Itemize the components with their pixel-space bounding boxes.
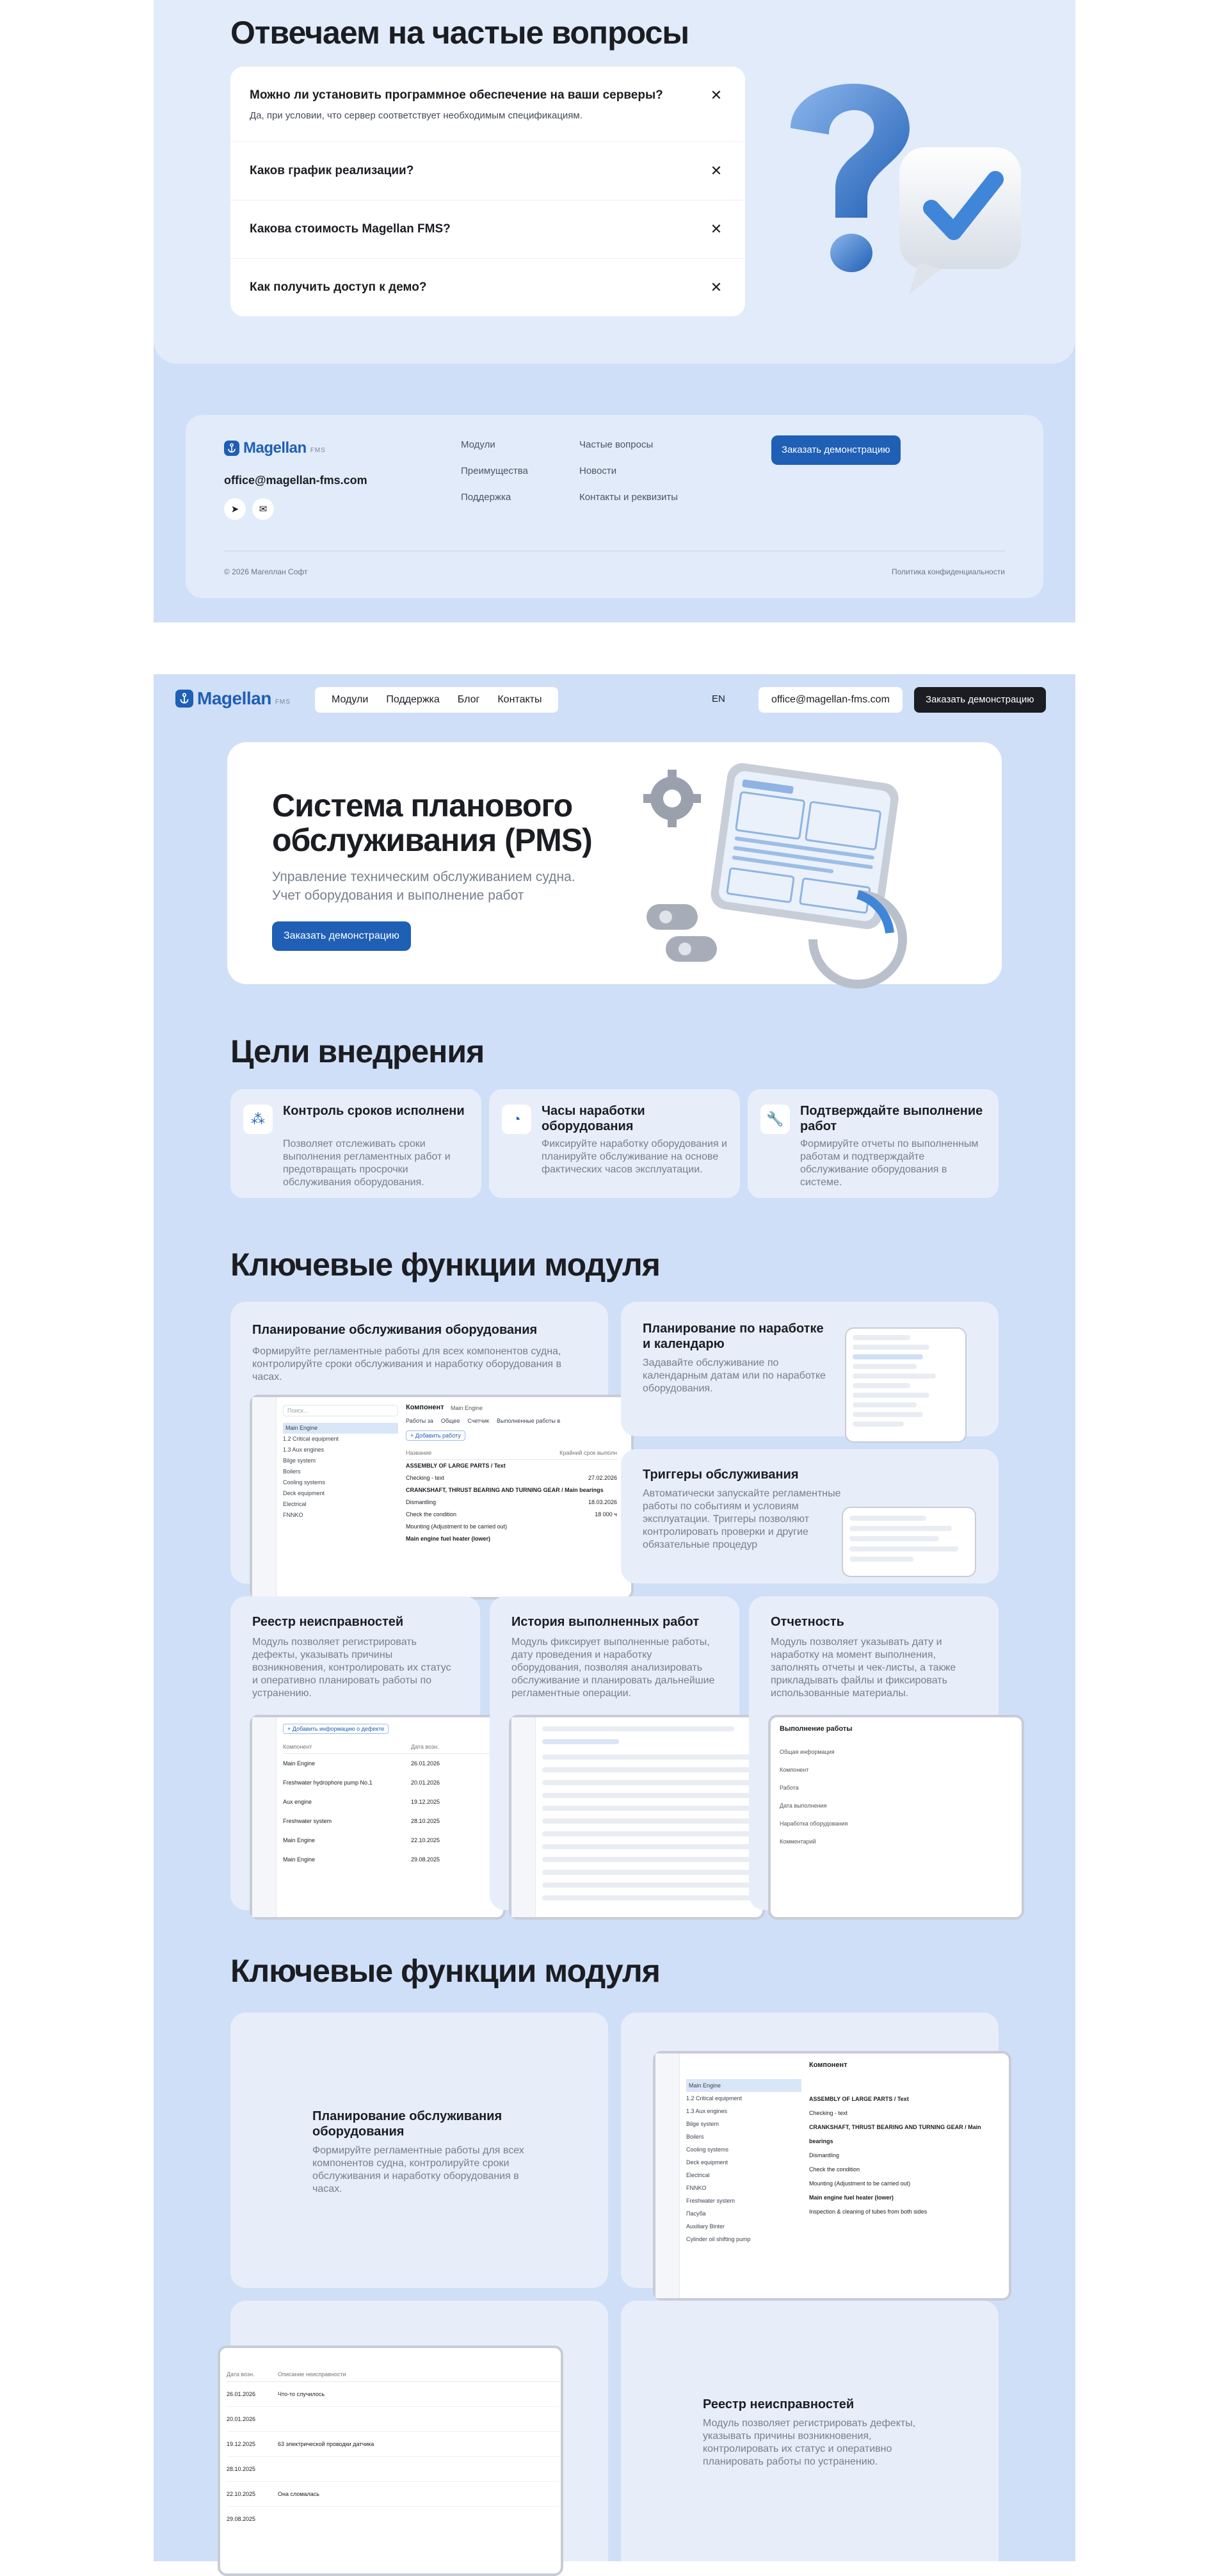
table-row[interactable]: [406, 1509, 617, 1521]
footer: [186, 415, 1043, 598]
tree-item[interactable]: Cooling systems: [283, 1479, 326, 1486]
language-switch[interactable]: EN: [712, 693, 725, 704]
table-row[interactable]: Check the condition: [809, 2166, 860, 2173]
app-screenshot: [250, 1395, 634, 1600]
table-header: [283, 1740, 501, 1754]
faq-item[interactable]: [230, 200, 745, 258]
goal-card: [489, 1089, 740, 1198]
row-desc: Что-то случилось: [278, 2391, 325, 2397]
goal-desc: Позволяет отслеживать сроки выполнения регламентных работ и предотвращать просрочки обслуживания оборудования.: [283, 1138, 451, 1188]
mail-icon[interactable]: ✉: [252, 498, 274, 520]
tree-item[interactable]: 1.3 Aux engines: [283, 1446, 325, 1453]
table-header: [406, 1447, 617, 1460]
close-icon[interactable]: ✕: [710, 279, 723, 295]
logo-text: Magellan: [197, 688, 271, 708]
row-component: Freshwater hydrophore pump No.1: [283, 1779, 373, 1786]
hierarchy-icon: ⁂: [243, 1105, 273, 1134]
nav-link-contacts[interactable]: Контакты: [497, 694, 542, 705]
logo-sub: FMS: [310, 447, 326, 454]
goal-title: Подтверждайте выполнение работ: [800, 1104, 983, 1133]
table-row[interactable]: [283, 1831, 501, 1850]
goal-desc: Фиксируйте наработку оборудования и планируйте обслуживание на основе фактических часов эксплуатации.: [542, 1138, 727, 1175]
row-component: Aux engine: [283, 1799, 312, 1805]
anchor-icon: [224, 441, 239, 456]
row-desc: 63 электрической проводки датчика: [278, 2441, 374, 2447]
form-label: Общая информация: [780, 1749, 835, 1755]
tree-item[interactable]: Electrical: [686, 2172, 710, 2178]
table-row[interactable]: Inspection & cleaning of tubes from both sides: [809, 2208, 928, 2215]
row-name: Checking - text: [406, 1475, 445, 1481]
row-date: 18 000 ч: [595, 1511, 617, 1518]
works-table: [809, 2092, 1001, 2219]
form-label: Комментарий: [780, 1838, 816, 1845]
nav-demo-button[interactable]: Заказать демонстрацию: [914, 687, 1046, 713]
report-form: [780, 1743, 1010, 1851]
report-title: Выполнение работы: [780, 1725, 853, 1733]
nav-logo[interactable]: [175, 690, 291, 708]
tab-counter[interactable]: Счетчик: [467, 1418, 489, 1424]
table-row[interactable]: Mounting (Adjustment to be carried out): [809, 2180, 911, 2187]
faq-answer: Да, при условии, что сервер соответствует необходимым спецификациям.: [250, 110, 582, 121]
form-label: Работа: [780, 1785, 799, 1791]
defects-table: [283, 1740, 501, 1869]
col-name: Название: [406, 1450, 432, 1456]
row-date: 26.01.2026: [227, 2391, 256, 2397]
feature-card: [621, 1302, 999, 1436]
table-row[interactable]: [406, 1460, 617, 1472]
defects-table: [227, 2367, 559, 2531]
tree-item[interactable]: Boilers: [686, 2134, 704, 2140]
privacy-link[interactable]: Политика конфиденциальности: [891, 567, 1005, 576]
table-row[interactable]: [227, 2407, 559, 2432]
form-label: Наработка оборудования: [780, 1820, 848, 1827]
faq-question[interactable]: Можно ли установить программное обеспечение на ваши серверы?: [250, 88, 663, 102]
row-date: 28.10.2025: [227, 2466, 256, 2472]
col-component: Компонент: [283, 1744, 312, 1750]
row-date: 28.10.2025: [411, 1818, 440, 1824]
features2-title: Ключевые функции модуля: [230, 1953, 660, 1989]
feature-desc: Модуль позволяет регистрировать дефекты, указывать причины возникновения, контролировать их статус и оперативно планировать работы по устранению.: [252, 1637, 451, 1699]
tree-item[interactable]: Electrical: [283, 1501, 307, 1507]
goals-title: Цели внедрения: [230, 1033, 485, 1069]
tree-item[interactable]: Cooling systems: [686, 2146, 729, 2153]
row-date: 29.08.2025: [227, 2516, 256, 2522]
row-date: 19.12.2025: [411, 1799, 440, 1805]
tablet-illustration: [627, 760, 928, 971]
search-input[interactable]: Поиск...: [283, 1405, 398, 1416]
footer-link[interactable]: Новости: [579, 466, 617, 476]
row-date: 18.03.2026: [588, 1499, 617, 1505]
works-table: [406, 1447, 617, 1545]
close-icon[interactable]: ✕: [710, 221, 723, 237]
row-name: Check the condition: [406, 1511, 457, 1518]
nav-link-support[interactable]: Поддержка: [386, 694, 440, 705]
feature-card: [230, 1596, 480, 1910]
nav-email[interactable]: office@magellan-fms.com: [759, 687, 903, 713]
row-name: Mounting (Adjustment to be carried out): [406, 1523, 508, 1530]
table-row[interactable]: Checking - text: [809, 2110, 848, 2116]
feature-desc: Формируйте регламентные работы для всех компонентов судна, контролируйте сроки обслуживания и наработку оборудования в часах.: [312, 2145, 524, 2194]
feature-card: [227, 2301, 608, 2561]
component-name: Main Engine: [451, 1405, 483, 1411]
tree-item[interactable]: 1.2 Critical equipment: [283, 1436, 339, 1442]
trigger-screenshot: [842, 1507, 976, 1577]
feature-card: [490, 1596, 739, 1910]
faq-item[interactable]: [230, 67, 745, 142]
app-sidebar: [511, 1717, 536, 1917]
col-date: Дата возн.: [227, 2371, 255, 2378]
faq-item[interactable]: [230, 258, 745, 316]
tree-item[interactable]: Deck equipment: [686, 2159, 728, 2166]
footer-link[interactable]: Преимущества: [461, 466, 528, 476]
hero-card: [227, 742, 1002, 984]
feature-card: [621, 1449, 999, 1584]
app-sidebar: [252, 1717, 277, 1917]
faq-question[interactable]: Каков график реализации?: [250, 164, 414, 177]
footer-link[interactable]: Поддержка: [461, 492, 511, 503]
feature-title: Планирование обслуживания оборудования: [252, 1323, 538, 1337]
table-row[interactable]: [283, 1792, 501, 1811]
feature-title: Планирование обслуживания оборудования: [312, 2109, 502, 2139]
faq-list: [230, 67, 745, 316]
faq-page-section: [154, 0, 1075, 622]
footer-link[interactable]: Модули: [461, 439, 495, 450]
tree-item[interactable]: FNNKO: [283, 1512, 303, 1518]
features-title: Ключевые функции модуля: [230, 1247, 660, 1283]
feature-desc: Модуль позволяет регистрировать дефекты, указывать причины возникновения, контролировать их статус и оперативно планировать работы по устранению.: [703, 2418, 916, 2467]
feature-title: Отчетность: [771, 1615, 844, 1629]
table-row[interactable]: [227, 2482, 559, 2507]
dropdown-screenshot: [845, 1327, 967, 1443]
goal-desc: Формируйте отчеты по выполненным работам и подтверждайте обслуживание оборудования в системе.: [800, 1138, 979, 1188]
faq-question[interactable]: Какова стоимость Magellan FMS?: [250, 222, 451, 236]
pms-page-section: [154, 674, 1075, 2561]
tab-works[interactable]: Работы за: [406, 1418, 433, 1424]
component-label: Компонент: [406, 1404, 444, 1411]
table-row[interactable]: [283, 1850, 501, 1869]
table-row[interactable]: [283, 1754, 501, 1773]
hero-subtitle: Управление техническим обслуживанием судна. Учет оборудования и выполнение работ: [272, 870, 575, 903]
table-row[interactable]: ASSEMBLY OF LARGE PARTS / Text: [809, 2096, 909, 2102]
equipment-tree: [686, 2079, 801, 2246]
logo-text: Magellan: [243, 439, 307, 457]
faq-card: [154, 0, 1075, 364]
table-row[interactable]: [283, 1811, 501, 1831]
row-name: ASSEMBLY OF LARGE PARTS / Text: [406, 1462, 506, 1469]
table-row[interactable]: [406, 1472, 617, 1484]
goal-card: [230, 1089, 481, 1198]
row-date: 22.10.2025: [411, 1837, 440, 1843]
goal-title: Часы наработки оборудования: [542, 1104, 645, 1133]
close-icon[interactable]: ✕: [710, 163, 723, 179]
footer-link[interactable]: Частые вопросы: [579, 439, 654, 450]
component-label: Компонент: [809, 2061, 847, 2069]
row-date: 22.10.2025: [227, 2491, 256, 2497]
nav-link-modules[interactable]: Модули: [332, 694, 369, 705]
faq-title: Отвечаем на частые вопросы: [230, 15, 689, 51]
row-component: Main Engine: [283, 1760, 316, 1767]
tree-item[interactable]: Deck equipment: [283, 1490, 325, 1496]
gauge-icon: ◔: [502, 1105, 531, 1134]
feature-title: Реестр неисправностей: [252, 1615, 404, 1629]
feature-card: [749, 1596, 999, 1910]
goal-title: Контроль сроков исполнени: [283, 1104, 465, 1118]
feature-title: Триггеры обслуживания: [643, 1468, 799, 1482]
col-date: Дата возн.: [411, 1744, 439, 1750]
app-tabs: [406, 1418, 560, 1424]
top-nav: [154, 674, 1075, 725]
feature-card: [230, 1302, 617, 1584]
feature-desc: Автоматически запускайте регламентные работы по событиям и условиям эксплуатации. Триггеры позволяют контролировать проверки и другие обязательные процедур: [643, 1488, 841, 1550]
table-row[interactable]: [227, 2507, 559, 2531]
table-row[interactable]: [283, 1773, 501, 1792]
feature-title: Планирование по наработке и календарю: [643, 1322, 824, 1351]
col-desc: Описание неисправности: [278, 2371, 346, 2378]
feature-card: [621, 2013, 999, 2288]
footer-demo-button[interactable]: Заказать демонстрацию: [771, 435, 901, 465]
copyright: © 2026 Магеллан Софт: [224, 567, 308, 576]
faq-item[interactable]: [230, 142, 745, 200]
app-screenshot: [653, 2051, 1011, 2301]
row-component: Main Engine: [283, 1856, 316, 1863]
tree-item[interactable]: FNNKO: [686, 2185, 707, 2191]
feature-desc: Модуль фиксирует выполненные работы, дату проведения и наработку оборудования, позволяя анализировать обслуживание и планировать дальнейшие регламентные операции.: [511, 1637, 715, 1699]
table-row[interactable]: [406, 1533, 617, 1545]
feature-desc: Модуль позволяет указывать дату и наработку на момент выполнения, заполнять отчеты и чек-листы, а также прикладывать файлы и фиксировать использованные материалы.: [771, 1637, 956, 1699]
feature-title: Реестр неисправностей: [703, 2397, 855, 2411]
row-date: 29.08.2025: [411, 1856, 440, 1863]
nav-link-blog[interactable]: Блог: [457, 694, 480, 705]
tab-done[interactable]: Выполненные работы в: [496, 1418, 561, 1424]
defects-screenshot: [250, 1715, 506, 1920]
feature-card: [230, 2013, 608, 2288]
anchor-icon: [175, 690, 193, 708]
tree-item[interactable]: Main Engine: [283, 1423, 398, 1434]
form-label: Компонент: [780, 1767, 809, 1773]
faq-question[interactable]: Как получить доступ к демо?: [250, 280, 427, 294]
tree-item[interactable]: Boilers: [283, 1468, 301, 1475]
goal-card: [748, 1089, 999, 1198]
table-row[interactable]: [227, 2457, 559, 2482]
tree-item[interactable]: Пасуба: [686, 2210, 706, 2217]
add-defect-button[interactable]: + Добавить информацию о дефекте: [283, 1724, 389, 1734]
table-row[interactable]: [406, 1521, 617, 1533]
social-links: [224, 498, 274, 520]
footer-logo[interactable]: [224, 441, 326, 456]
table-header: [227, 2367, 559, 2382]
col-deadline: Крайний срок выполн: [559, 1450, 617, 1456]
row-name: Dismantling: [406, 1499, 437, 1505]
tree-item[interactable]: Bilge system: [686, 2121, 719, 2127]
row-date: 20.01.2026: [411, 1779, 440, 1786]
row-name: CRANKSHAFT, THRUST BEARING AND TURNING GEAR / Main bearings: [406, 1487, 604, 1493]
footer-links-col-2: [579, 439, 678, 503]
feature-title: История выполненных работ: [511, 1615, 700, 1629]
form-label: Дата выполнения: [780, 1802, 827, 1809]
footer-link[interactable]: Контакты и реквизиты: [579, 492, 679, 503]
row-component: Freshwater system: [283, 1818, 332, 1824]
footer-links-col-1: [461, 439, 528, 503]
feature-desc: Формируйте регламентные работы для всех компонентов судна, контролируйте сроки обслуживания и наработку оборудования в часах.: [252, 1346, 561, 1382]
row-desc: Она сломалась: [278, 2491, 319, 2497]
feature-card: [621, 2301, 999, 2561]
row-name: Main engine fuel heater (lower): [406, 1535, 491, 1542]
question-mark-illustration: [771, 58, 1040, 314]
app-sidebar: [252, 1397, 277, 1597]
row-date: 19.12.2025: [227, 2441, 256, 2447]
hero-demo-button[interactable]: Заказать демонстрацию: [272, 921, 411, 951]
feature-desc: Задавайте обслуживание по календарным датам или по наработке оборудования.: [643, 1357, 826, 1394]
telegram-icon[interactable]: ➤: [224, 498, 246, 520]
history-screenshot: [509, 1715, 765, 1920]
app-sidebar: [655, 2054, 680, 2298]
defects-screenshot: [218, 2345, 563, 2576]
table-row[interactable]: [406, 1484, 617, 1496]
footer-email[interactable]: office@magellan-fms.com: [224, 474, 367, 487]
table-row[interactable]: Dismantling: [809, 2152, 840, 2159]
hero-title: Система планового обслуживания (PMS): [272, 788, 592, 858]
tree-item[interactable]: Freshwater system: [686, 2198, 735, 2204]
tab-general[interactable]: Общее: [440, 1418, 460, 1424]
tree-item[interactable]: Cylinder oil shifting pump: [686, 2236, 751, 2242]
add-work-button[interactable]: + Добавить работу: [406, 1430, 465, 1441]
wrench-icon: 🔧: [760, 1105, 790, 1134]
nav-links: [315, 687, 558, 713]
tree-item[interactable]: Auxiliary Binter: [686, 2223, 725, 2230]
table-row[interactable]: CRANKSHAFT, THRUST BEARING AND TURNING GEAR / Main bearings: [809, 2124, 981, 2144]
row-date: 27.02.2026: [588, 1475, 617, 1481]
table-row[interactable]: Main engine fuel heater (lower): [809, 2194, 894, 2201]
row-date: 26.01.2026: [411, 1760, 440, 1767]
table-row[interactable]: [406, 1496, 617, 1509]
table-row[interactable]: [227, 2382, 559, 2407]
row-date: 20.01.2026: [227, 2416, 256, 2422]
report-screenshot: [768, 1715, 1024, 1920]
tree-item[interactable]: 1.3 Aux engines: [686, 2108, 728, 2114]
tree-item[interactable]: Bilge system: [283, 1457, 316, 1464]
close-icon[interactable]: ✕: [710, 87, 723, 103]
tree-item[interactable]: 1.2 Critical equipment: [686, 2095, 743, 2102]
logo-sub: FMS: [275, 699, 291, 706]
equipment-tree: [283, 1423, 398, 1521]
tree-item[interactable]: Main Engine: [686, 2079, 801, 2092]
row-component: Main Engine: [283, 1837, 316, 1843]
table-row[interactable]: [227, 2432, 559, 2457]
